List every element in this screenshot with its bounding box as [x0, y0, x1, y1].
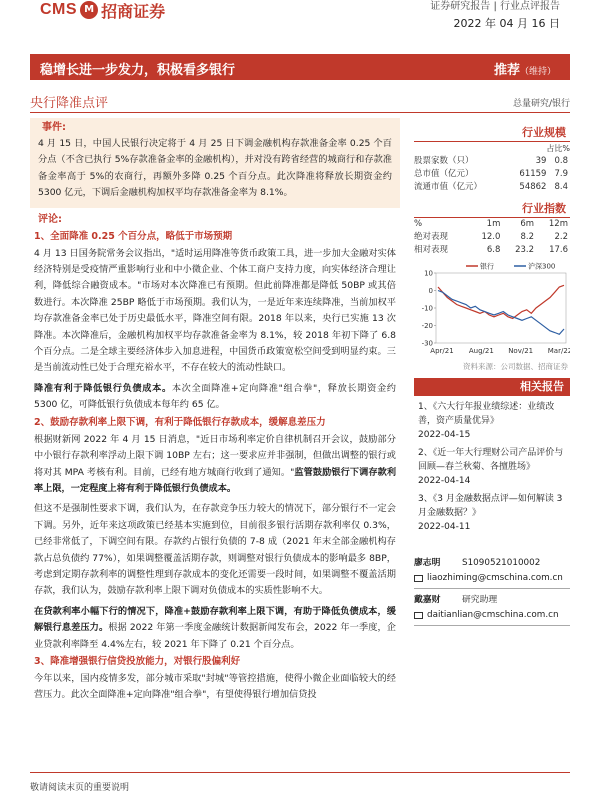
scale-value: 61159: [519, 169, 547, 179]
scale-pct: 8.4: [554, 182, 568, 192]
analyst-id: S1090521010002: [462, 558, 541, 568]
related-title: 2、《近一年大行理财公司产品评价与回顾—春兰秋菊、各擅胜场》: [418, 448, 564, 472]
x-tick-label: Aug/21: [468, 347, 494, 355]
paragraph-6: 今年以来，国内疫情多发，部分城市采取"封城"等管控措施，使得小微企业面临较大的经营压力。此次全面降准+定向降准"组合拳"，有望使得银行增加信贷投: [34, 672, 396, 701]
index-label: 相对表现: [414, 245, 449, 255]
y-tick-label: 0: [428, 287, 433, 295]
analyst-block: [414, 556, 570, 630]
index-label: 绝对表现: [414, 232, 449, 242]
related-date: 2022-04-11: [418, 522, 471, 532]
section-heading-3: 3、降准增强银行信贷投放能力，对银行股偏利好: [34, 655, 241, 667]
y-tick-label: 10: [424, 269, 433, 278]
analyst-row-2: [414, 593, 570, 608]
paragraph-4: 但这不是强制性要求下调，我们认为，在存款竞争压力较大的情况下，部分银行不一定会下调。另外，近年来这项政策已经基本实施到位，目前很多银行活期存款利率仅 0.3%，已经非常低了，下调空间有限。存款约占银行负债的 7-8 成（2021 年末全部金融机构存款占总负债约 77%），如果调整覆盖活期存款，则调整对银行负债成本的影响最多 8BP，考虑到定期存款利率的调整性理到存款成本的变化还需要一段时间，如果调整不覆盖活期存款，我们认为，鼓励存款利率上限下调对负债成本的实质性影响不大。: [34, 503, 396, 597]
scale-pct: 0.8: [554, 156, 568, 166]
mail-icon: [414, 575, 423, 582]
logo-text-en: CMS: [40, 1, 78, 18]
scale-value: 39: [535, 156, 547, 166]
x-tick-label: Mar/22: [547, 347, 570, 355]
analyst-name: 戴嘉财: [414, 595, 441, 605]
rating-label: 推荐: [493, 63, 520, 78]
series-line-2: [438, 291, 564, 335]
index-6m: 23.2: [515, 245, 535, 255]
company-logo: [40, 0, 210, 20]
paragraph-3-bold: 监管鼓励银行下调存款利率上限，一定程度上将有利于降低银行负债成本。: [34, 466, 397, 494]
analyst-email[interactable]: liaozhiming@cmschina.com.cn: [427, 573, 563, 583]
paragraph-2: [30, 381, 400, 414]
comment-label: 评论:: [38, 213, 62, 225]
table-row: [414, 168, 570, 181]
y-tick-label: -30: [421, 339, 433, 348]
table-header-row: [414, 218, 570, 231]
table-row: [414, 244, 570, 257]
index-1m: 12.0: [481, 232, 501, 242]
list-item[interactable]: [414, 400, 570, 442]
paragraph-3-text: 根据财新网 2022 年 4 月 15 日消息，"近日市场利率定价自律机制召开会议，鼓励部分中小银行存款利率浮动上限下调 10BP 左右；这一要求应并非强制，但做出调整的银行或将对其 MPA 考核有利。目前，已经有地方城商行收到了通知。": [34, 433, 396, 478]
paragraph-5-rest: 根据 2022 年第一季度金融统计数据新闻发布会，2022 年一季度，企业贷款利率降至 4.4%左右，较 2021 年下降了 0.21 个百分点。: [34, 622, 396, 650]
list-item[interactable]: [414, 492, 570, 534]
industry-index-table: [414, 218, 570, 257]
scale-value: 54862: [519, 182, 547, 192]
event-label: 事件:: [42, 122, 66, 133]
table-row: [414, 181, 570, 194]
related-reports-heading: 相关报告: [414, 378, 570, 396]
title-band: [30, 54, 570, 80]
page-header: [0, 0, 600, 50]
report-category: 证券研究报告 | 行业点评报告: [430, 1, 560, 12]
related-date: 2022-04-14: [418, 476, 471, 486]
index-chart-svg: [414, 259, 570, 359]
y-tick-label: -20: [421, 322, 433, 330]
y-tick-label: -10: [421, 304, 433, 313]
sidebar: [414, 118, 570, 538]
header-divider: [30, 112, 570, 113]
section-heading-1: 1、全面降准 0.25 个百分点，略低于市场预期: [34, 230, 233, 242]
industry-scale-heading: 行业规模: [414, 124, 570, 142]
table-row: [414, 231, 570, 244]
analyst-name: 廖志明: [414, 558, 441, 568]
analyst-role: 研究助理: [462, 595, 498, 605]
rating-note: （维持）: [519, 67, 556, 77]
index-6m: 8.2: [520, 232, 535, 242]
logo-text-cn: 招商证券: [101, 1, 166, 21]
table-row: [414, 155, 570, 168]
index-header-1m: 1m: [486, 219, 501, 229]
chart-source: 资料来源：公司数据、招商证券: [463, 362, 568, 371]
footer-note: 敬请阅读末页的重要说明: [30, 783, 130, 793]
related-title: 3、《3 月金融数据点评—如何解读 3 月金融数据？》: [418, 494, 563, 518]
index-header-label: %: [414, 219, 423, 229]
analyst-email[interactable]: daitianlian@cmschina.com.cn: [427, 610, 559, 620]
report-subtitle: 央行降准点评: [30, 96, 109, 111]
paragraph-5: [30, 604, 400, 653]
header-meta: [430, 0, 560, 32]
main-content: [30, 118, 400, 704]
scale-pct: 7.9: [554, 169, 568, 179]
scale-label: 股票家数（只）: [414, 156, 474, 166]
related-date: 2022-04-15: [418, 430, 471, 440]
analyst-email-row: [414, 571, 570, 586]
legend-label: 沪深300: [528, 262, 556, 271]
industry-index-heading: 行业指数: [414, 200, 570, 218]
section-heading-2: 2、鼓励存款利率上限下调，有利于降低银行存款成本，缓解息差压力: [34, 416, 326, 428]
list-item[interactable]: [414, 446, 570, 488]
series-line-1: [438, 285, 564, 318]
rating: [494, 59, 556, 78]
legend-label: 银行: [480, 262, 494, 271]
index-12m: 17.6: [549, 245, 568, 255]
report-title: 稳增长进一步发力，积极看多银行: [40, 63, 236, 78]
scale-unit: 占比%: [546, 144, 570, 153]
paragraph-2-rest: 本次全面降准+定向降准"组合拳"，释放长期资金约 5300 亿，可降低银行负债成本每年约 65 亿。: [34, 382, 396, 411]
paragraph-3: [30, 432, 400, 498]
index-header-12m: 12m: [548, 219, 568, 229]
plot-area: [436, 273, 566, 343]
industry-scale-table: [414, 142, 570, 194]
x-tick-label: Nov/21: [508, 347, 534, 355]
footer-divider: [30, 772, 570, 773]
related-title: 1、《六大行年报业绩综述：业绩改善，资产质量优异》: [418, 402, 555, 426]
event-text: 4 月 15 日，中国人民银行决定将于 4 月 25 日下调金融机构存款准备金率 0.25 个百分点（不含已执行 5%存款准备金率的金融机构），并对没有跨省经营的城商行和存款准备金率高于 5%的农商行，再额外多降 0.25 个百分点。此次降准将释放长期资金约 5300 亿元，下调后金融机构加权平均存款准备金率为 8.1%。: [38, 138, 392, 199]
logo-badge-icon: M: [80, 1, 98, 19]
x-tick-label: Apr/21: [430, 347, 454, 355]
related-reports-list: [414, 400, 570, 534]
index-12m: 2.2: [554, 232, 568, 242]
index-chart: [414, 259, 570, 359]
mail-icon: [414, 612, 423, 619]
index-1m: 6.8: [486, 245, 501, 255]
paragraph-2-bold: 降准有利于降低银行负债成本。: [34, 382, 172, 394]
scale-label: 总市值（亿元）: [414, 169, 474, 179]
report-date: 2022 年 04 月 16 日: [453, 17, 560, 30]
index-header-6m: 6m: [520, 219, 535, 229]
analyst-row-1: [414, 556, 570, 571]
paragraph-5-bold: 在贷款利率小幅下行的情况下，降准+鼓励存款利率上限下调，有助于降低负债成本，缓解银行息差压力。: [34, 605, 396, 634]
event-box: [30, 118, 400, 208]
paragraph-1: 4 月 13 日国务院常务会议指出，"适时运用降准等货币政策工具，进一步加大金融对实体经济特别是受疫情严重影响行业和中小微企业、个体工商户支持力度，向实体经济合理让利，降低综合融资成本。"市场对本次降准已有预期。但此前降准都是降低 50BP 或其倍数进行。本次降准 25BP 略低于市场预期。我们认为，一是近年来连续降准，当前加权平均存款准备金率已处于历史最低水平，降准空间有限。2018 年以来，央行已实施 13 次降准。本次降准后，金融机构加权平均存款准备金率为 8.1%，较 2018 年初下降了 6.8 个百分点。二是全球主要经济体步入加息进程，中国货币政策宽松空间受到明显约束。三是当前流动性已处于合理充裕水平，不存在较大的流动性缺口。: [34, 247, 396, 374]
research-category: 总量研究/银行: [512, 99, 570, 109]
scale-label: 流通市值（亿元）: [414, 182, 483, 192]
analyst-email-row: [414, 608, 570, 623]
